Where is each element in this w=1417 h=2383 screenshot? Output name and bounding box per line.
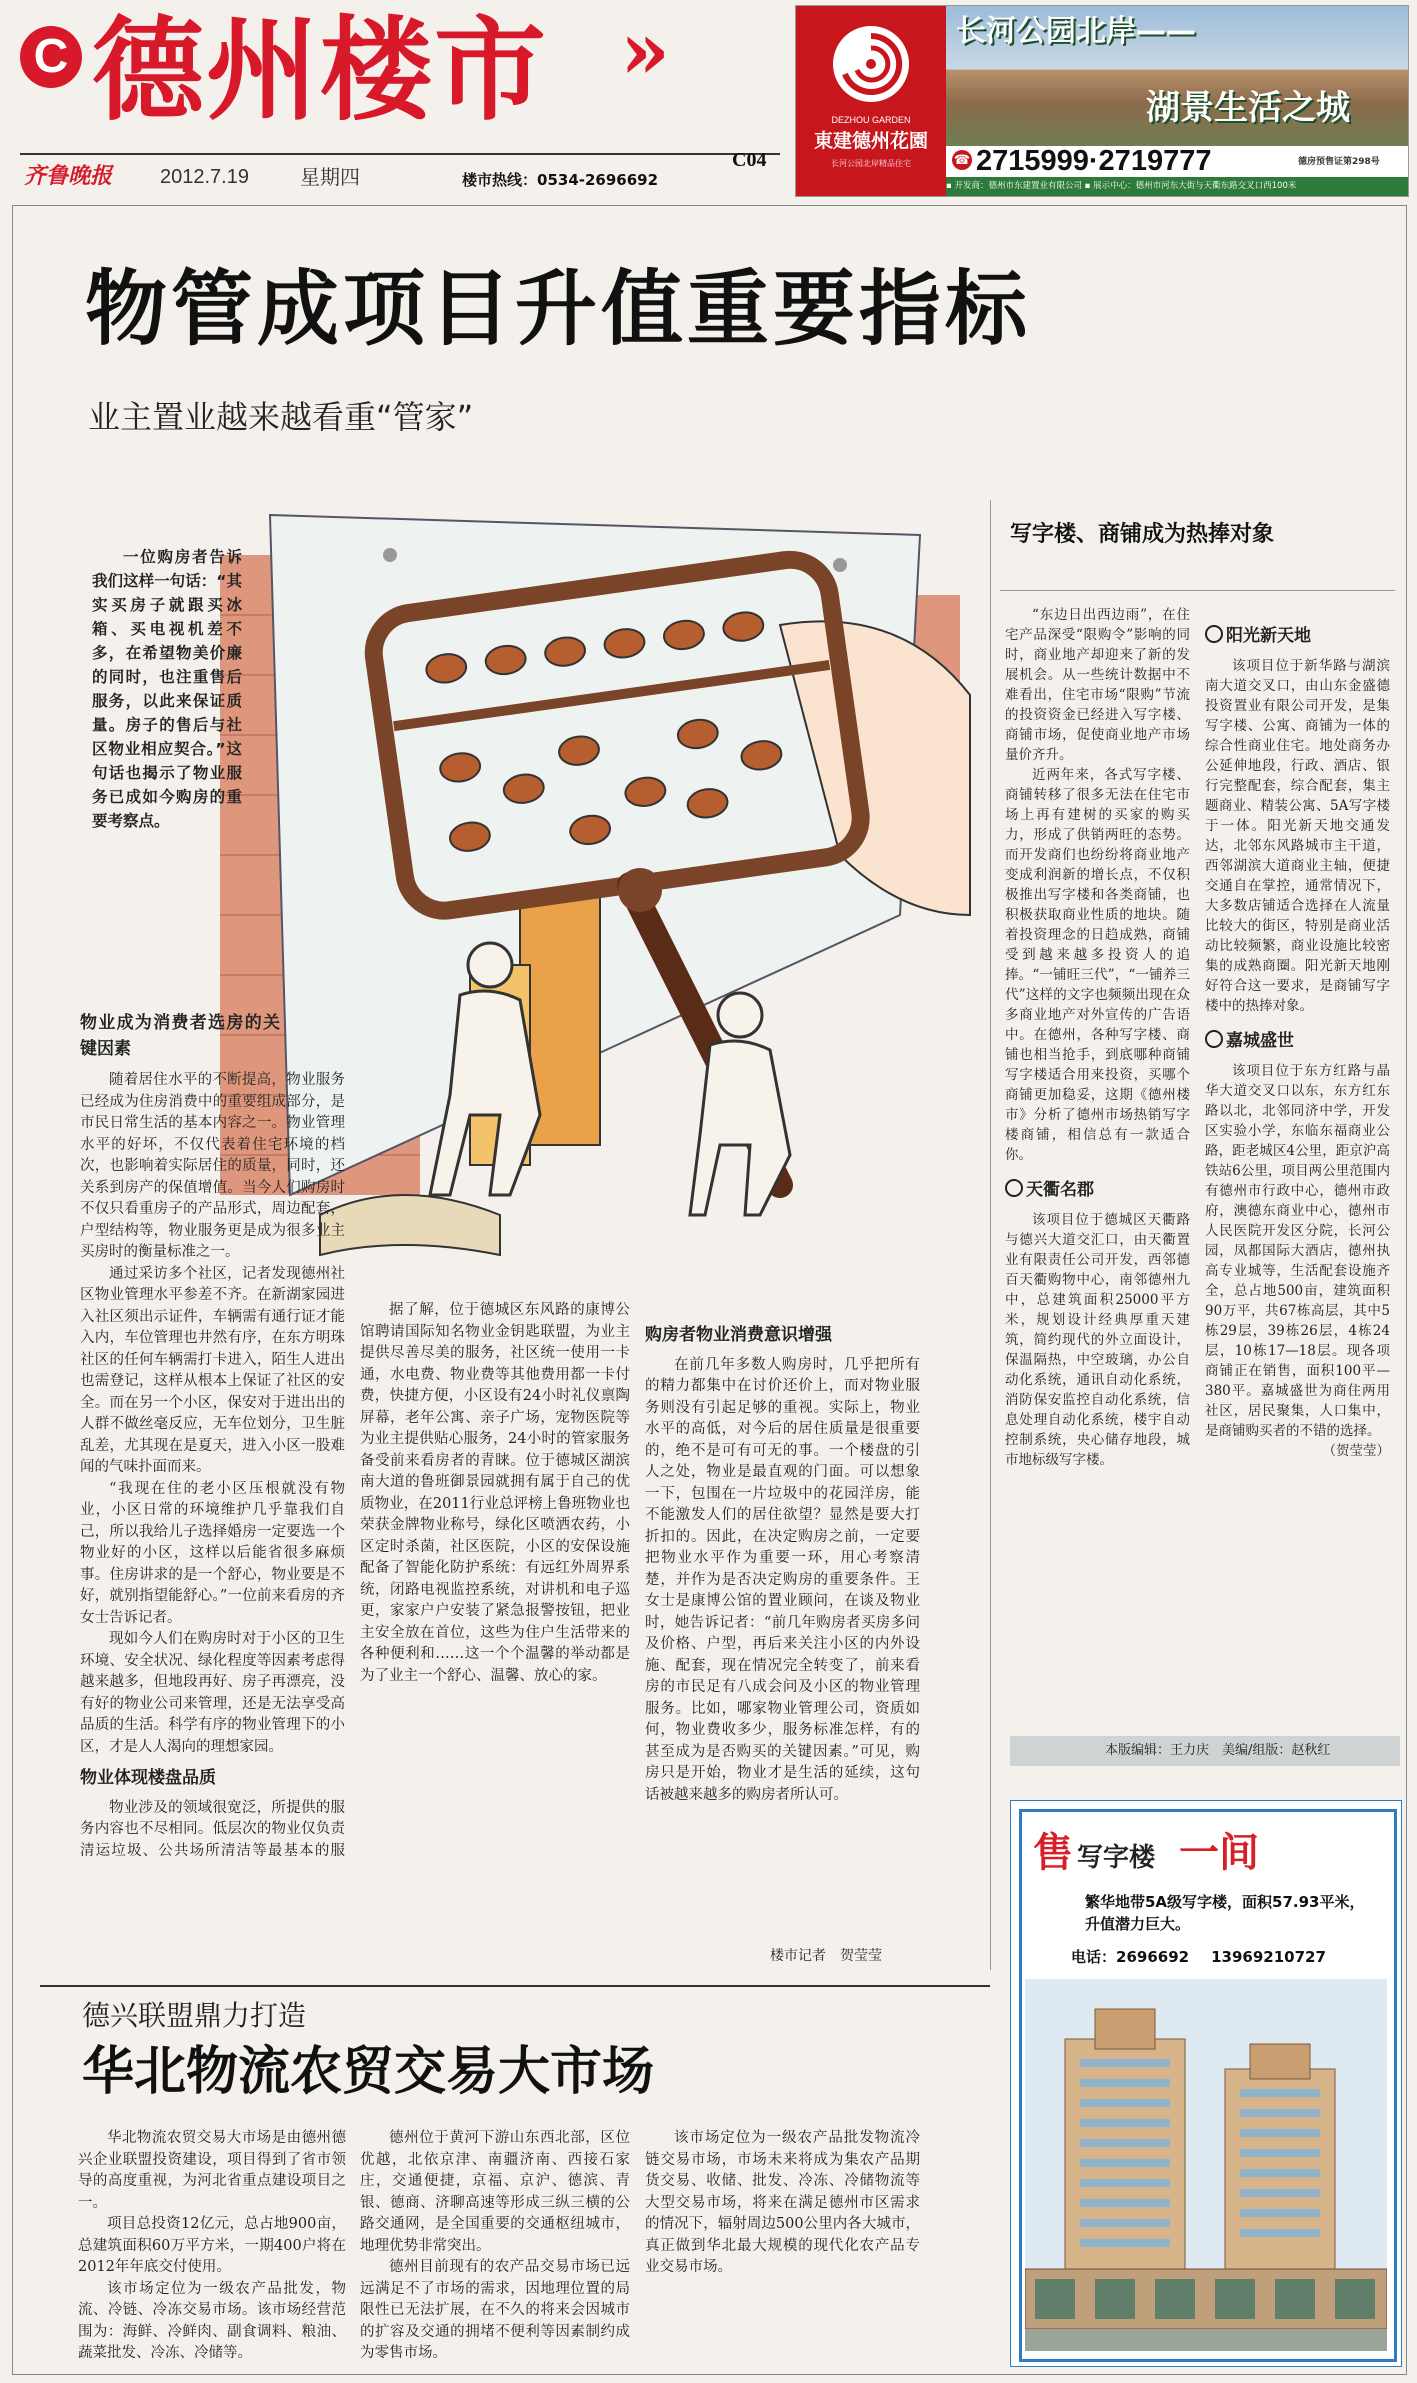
office-ad-desc: 繁华地带5A级写字楼，面积57.93平米，升值潜力巨大。 xyxy=(1085,1893,1365,1933)
bullet-circle-icon xyxy=(1205,625,1223,643)
subheadline: 业主置业越来越看重“管家” xyxy=(88,398,474,436)
top-ad-brand-en: DEZHOU GARDEN xyxy=(831,115,911,125)
hotline-number: 0534-2696692 xyxy=(537,171,659,189)
hotline xyxy=(462,170,658,190)
masthead-title: 德州楼市 xyxy=(92,6,548,136)
project-title-jiacheng: 嘉城盛世 xyxy=(1205,1030,1390,1051)
headline: 物管成项目升值重要指标 xyxy=(85,262,1032,357)
article-column-2: 据了解，位于德城区东风路的康博公馆聘请国际知名物业金钥匙联盟，为业主提供尽善尽美的服务，社区统一使用一卡通，水电费、物业费等其他费用都一卡付费，快捷方便，小区设有24小时礼仪禀陶屏幕，老年公寓、亲子广场，宠物医院等为业主提供贴心服务，24小时的管家服务备受前来看房者的青睐。位于德城区湖滨南大道的鲁班御景园就拥有属于自己的优质物业，在2011行业总评榜上鲁班物业也荣获金牌物业称号，绿化区喷洒农药，小区定时杀菌，社区医院，小区的安保设施配备了智能化防护系统：有远红外周界系统，闭路电视监控系统，对讲机和电子巡更，家家户户安装了紧急报警按钮，把业主安全放在首位，这些为住户生活带来的各种便利和……这一个个温馨的举动都是为了业主一个舒心、温馨、放心的家。 xyxy=(360,1302,630,1684)
issue-weekday: 星期四 xyxy=(300,165,360,189)
sidebar-divider xyxy=(990,500,991,1970)
lead-paragraph: 一位购房者告诉我们这样一句话：“其实买房子就跟买冰箱、买电视机差不多，在希望物美价廉的同时，也注重售后服务，以此来保证质量。房子的售后与社区物业相应契合。”这句话也揭示了物业服务已成如今购房的重要考察点。 xyxy=(92,548,242,830)
sidebar-column-b: 阳光新天地 该项目位于新华路与湖滨南大道交叉口，由山东金盛德投资置业有限公司开发，是集写字楼、公寓、商铺为一体的综合性商业住宅。地处商务办公延伸地段，行政、酒店、银行完整配套，综合配套，集主题商业、精装公寓、5A写字楼于一体。阳光新天地交通发达，北邻东风路城市主干道，西邻湖滨大道商业主轴，便捷交通自在掌控，通常情况下，大多数店铺适合选择在人流量比较大的街区，特别是商业活动比较频繁，商业设施比较密集的成熟商圈。阳光新天地刚好符合这一要求，是商铺写字楼中的热捧对象。 嘉城盛世 该项目位于东方红路与晶华大道交叉口以东，东方红东路以北，北邻同济中学，开发区实验小学，东临东福商业公路，距老城区4公里，距京沪高铁站6公里，项目两公里范围内有德州市行政中心，德州市政府，澳德东商业中心，德州市人民医院开发区分院，长河公园，凤都国际大酒店，德州执高专业城等，生活配套设施齐全，总占地500亩，建筑面积90万平，共67栋高层，其中5栋29层，39栋26层，4栋24层，10栋17—18层。现各项商铺正在销售，面积100平—380平。嘉城盛世为商住两用社区，居民聚集，人口集中，是商铺购买者的不错的选择。 （贺莹莹） xyxy=(1205,626,1390,1459)
bottom-story-rule xyxy=(40,1985,990,1987)
section2-title: 物业体现楼盘品质 xyxy=(80,1768,216,1788)
top-ad-slogan1: 长河公园北岸—— xyxy=(956,14,1196,49)
page-number: C04 xyxy=(732,149,767,171)
top-ad-phone-bar xyxy=(946,146,1408,176)
office-ad-title: 售写字楼 一间 xyxy=(1033,1830,1260,1876)
bottom-column-3: 该市场定位为一级农产品批发物流冷链交易市场，市场未来将成为集农产品期货交易、收储、批发、冷冻、冷储物流等大型交易市场，将来在满足德州市区需求的情况下，辐射周边500公里内各大城市，真正做到华北最大规模的现代化农产品专业交易市场。 xyxy=(645,2130,920,2275)
top-ad-brand-sub: 长河公园北岸精品住宅 xyxy=(831,159,911,168)
issue-date: 2012.7.19 xyxy=(160,166,249,188)
masthead-quote: » xyxy=(620,3,670,97)
project-title-yangguang: 阳光新天地 xyxy=(1205,625,1390,646)
article-column-3: 购房者物业消费意识增强 在前几年多数人购房时，几乎把所有的精力都集中在讨价还价上，而对物业服务则没有引起足够的重视。实际上，物业水平的高低，对今后的居住质量是很重要的，绝不是可有可无的事。一个楼盘的引人之处，物业是最直观的门面。可以想象一下，包围在一片垃圾中的花园洋房，能不能激发人们的居住欲望？显然是要大打折扣的。因此，在决定购房之前，一定要把物业水平作为重要一环，用心考察清楚，并作为是否决定购房的重要条件。王女士是康博公馆的置业顾问，在谈及物业时，她告诉记者：“前几年购房者买房多问及价格、户型，再后来关注小区的内外设施、配套，现在情况完全转变了，前来看房的市民足有八成会问及小区的物业管理服务。比如，哪家物业管理公司，资质如何，物业费收多少，服务标准怎样，有的甚至成为是否购买的关键因素。”可见，购房只是开始，物业才是生活的延续，这句话被越来越多的购房者所认可。 xyxy=(645,1325,920,1803)
project-title-tianqu: 天衢名郡 xyxy=(1005,1179,1190,1200)
top-ad-photo xyxy=(946,6,1408,146)
section3-title: 购房者物业消费意识增强 xyxy=(645,1325,832,1345)
bottom-column-2: 德州位于黄河下游山东西北部，区位优越，北依京津、南疆济南、西接石家庄，交通便捷，京福、京沪、德滨、青银、德商、济聊高速等形成三纵三横的公路交通网，是全国重要的交通枢纽城市，地理优势非常突出。 德州目前现有的农产品交易市场已远远满足不了市场的需求，因地理位置的局限性已无法扩展，在不久的将来会因城市的扩容及交通的拥堵不便利等因素制约成为零售市场。 xyxy=(360,2130,630,2361)
top-ad-phone-note: 德房预售证第298号 xyxy=(1298,157,1380,167)
paper-name: 齐鲁晚报 xyxy=(24,163,113,189)
top-ad xyxy=(795,5,1409,197)
bullet-circle-icon xyxy=(1205,1030,1223,1048)
sidebar-column-a: “东边日出西边雨”，在住宅产品深受“限购令”影响的同时，商业地产却迎来了新的发展机会。从一些统计数据中不难看出，住宅市场“限购”节流的投资资金已经进入写字楼、商铺市场，促使商业地产市场量价齐升。 近两年来，各式写字楼、商铺转移了很多无法在住宅市场上再有建树的买家的购买力，形成了供销两旺的态势。而开发商们也纷纷将商业地产变成利润新的增长点，不仅积极推出写字楼和各类商铺，也积极获取商业性质的地块。随着投资理念的日趋成熟，商铺受到越来越多投资人的追捧。“一铺旺三代”，“一铺养三代”这样的文字也频频出现在众多商业地产对外宣传的广告语中。在德州，各种写字楼、商铺也相当抢手，到底哪种商铺写字楼适合用来投资，买哪个商铺更加稳妥，这期《德州楼市》分析了德州市场热销写字楼商铺，相信总有一款适合你。 天衢名郡 该项目位于德城区天衢路与德兴大道交汇口，由天衢置业有限责任公司开发，西邻德百天衢购物中心，南邻德州九中，总建筑面积25000平方米，规划设计经典厚重天建筑，简约现代的外立面设计，保温隔热，中空玻璃，办公自动化系统，通讯自动化系统，消防保安监控自动化系统，信息处理自动化系统，楼宇自动控制系统，央心储存地段，城市地标级写字楼。 xyxy=(1005,607,1190,1468)
top-ad-phone: 2715999·2719777 xyxy=(976,145,1212,177)
top-ad-slogan2: 湖景生活之城 xyxy=(1146,88,1350,128)
office-building-image xyxy=(1025,1979,1387,2351)
hotline-label: 楼市热线： xyxy=(462,171,538,189)
office-ad-phones: 电话：2696692 13969210727 xyxy=(1071,1948,1326,1966)
top-ad-brand-cn: 東建德州花園 xyxy=(813,130,928,152)
top-ad-brand-panel xyxy=(796,6,946,196)
top-ad-footer: ▪ 开发商：德州市东建置业有限公司 ▪ 展示中心：德州市河东大街与天衢东路交叉口西100米 xyxy=(946,177,1408,196)
office-ad xyxy=(1010,1800,1402,2367)
swirl-logo-icon xyxy=(833,26,909,102)
phone-icon: ☎ xyxy=(952,150,972,170)
article-column-1: 物业成为消费者选房的关键因素 随着居住水平的不断提高，物业服务已经成为住房消费中的重要组成部分，是市民日常生活的基本内容之一。物业管理水平的好坏，不仅代表着住宅环境的档次，也影响着实际居住的质量，同时，还关系到房产的保值增值。当今人们购房时不仅只看重房子的产品形式，周边配套，户型结构等，物业服务更是成为很多业主买房时的衡量标准之一。 通过采访多个社区，记者发现德州社区物业管理水平参差不齐。在新湖家园进入社区须出示证件，车辆需有通行证才能入内，车位管理也井然有序，在东方明珠社区的任何车辆需打卡进入，陌生人进出也需登记，这样从根本上保证了社区的安全。而在另一个小区，保安对于进出出的人群不做丝毫反应，无车位划分，卫生脏乱差，尤其现在是夏天，进入小区一股难闻的气味扑面而来。 “我现在住的老小区压根就没有物业，小区日常的环境维护几乎靠我们自己，所以我给儿子选择婚房一定要选一个物业好的小区，这样以后能省很多麻烦事。住房讲求的是一个舒心，物业要是不好，就别指望能舒心。”一位前来看房的齐女士告诉记者。 现如今人们在购房时对于小区的卫生环境、安全状况、绿化程度等因素考虑得越来越多，但地段再好、房子再漂亮，没有好的物业公司来管理，还是无法享受高品质的生活。科学有序的物业管理下的小区，才是人人渴向的理想家园。 物业体现楼盘品质 物业涉及的领域很宽泛，所提供的服务内容也不尽相同。低层次的物业仅负责清运垃圾、公共场所清洁等最基本的服 xyxy=(80,1000,345,1863)
masthead-rule xyxy=(20,153,780,155)
bottom-column-1: 华北物流农贸交易大市场是由德州德兴企业联盟投资建设，项目得到了省市领导的高度重视，为河北省重点建设项目之一。 项目总投资12亿元，总占地900亩，总建筑面积60万平方米，一期400户将在2012年年底交付使用。 该市场定位为一级农产品批发，物流、冷链、冷冻交易市场。该市场经营范围为：海鲜、冷鲜肉、副食调料、粮油、蔬菜批发、冷冻、冷储等。 xyxy=(78,2130,346,2361)
bottom-kicker: 德兴联盟鼎力打造 xyxy=(82,1999,307,2032)
editor-credit: 本版编辑：王力庆 美编/组版：赵秋红 xyxy=(1010,1736,1400,1766)
bottom-title: 华北物流农贸交易大市场 xyxy=(82,2042,655,2102)
bullet-circle-icon xyxy=(1005,1179,1023,1197)
logo-circle-icon: C xyxy=(20,26,82,88)
sidebar-title-rule xyxy=(1000,590,1395,591)
section1-title: 物业成为消费者选房的关键因素 xyxy=(80,1013,280,1059)
byline: 楼市记者 贺莹莹 xyxy=(770,1948,882,1964)
sidebar-title: 写字楼、商铺成为热捧对象 xyxy=(1010,522,1275,547)
